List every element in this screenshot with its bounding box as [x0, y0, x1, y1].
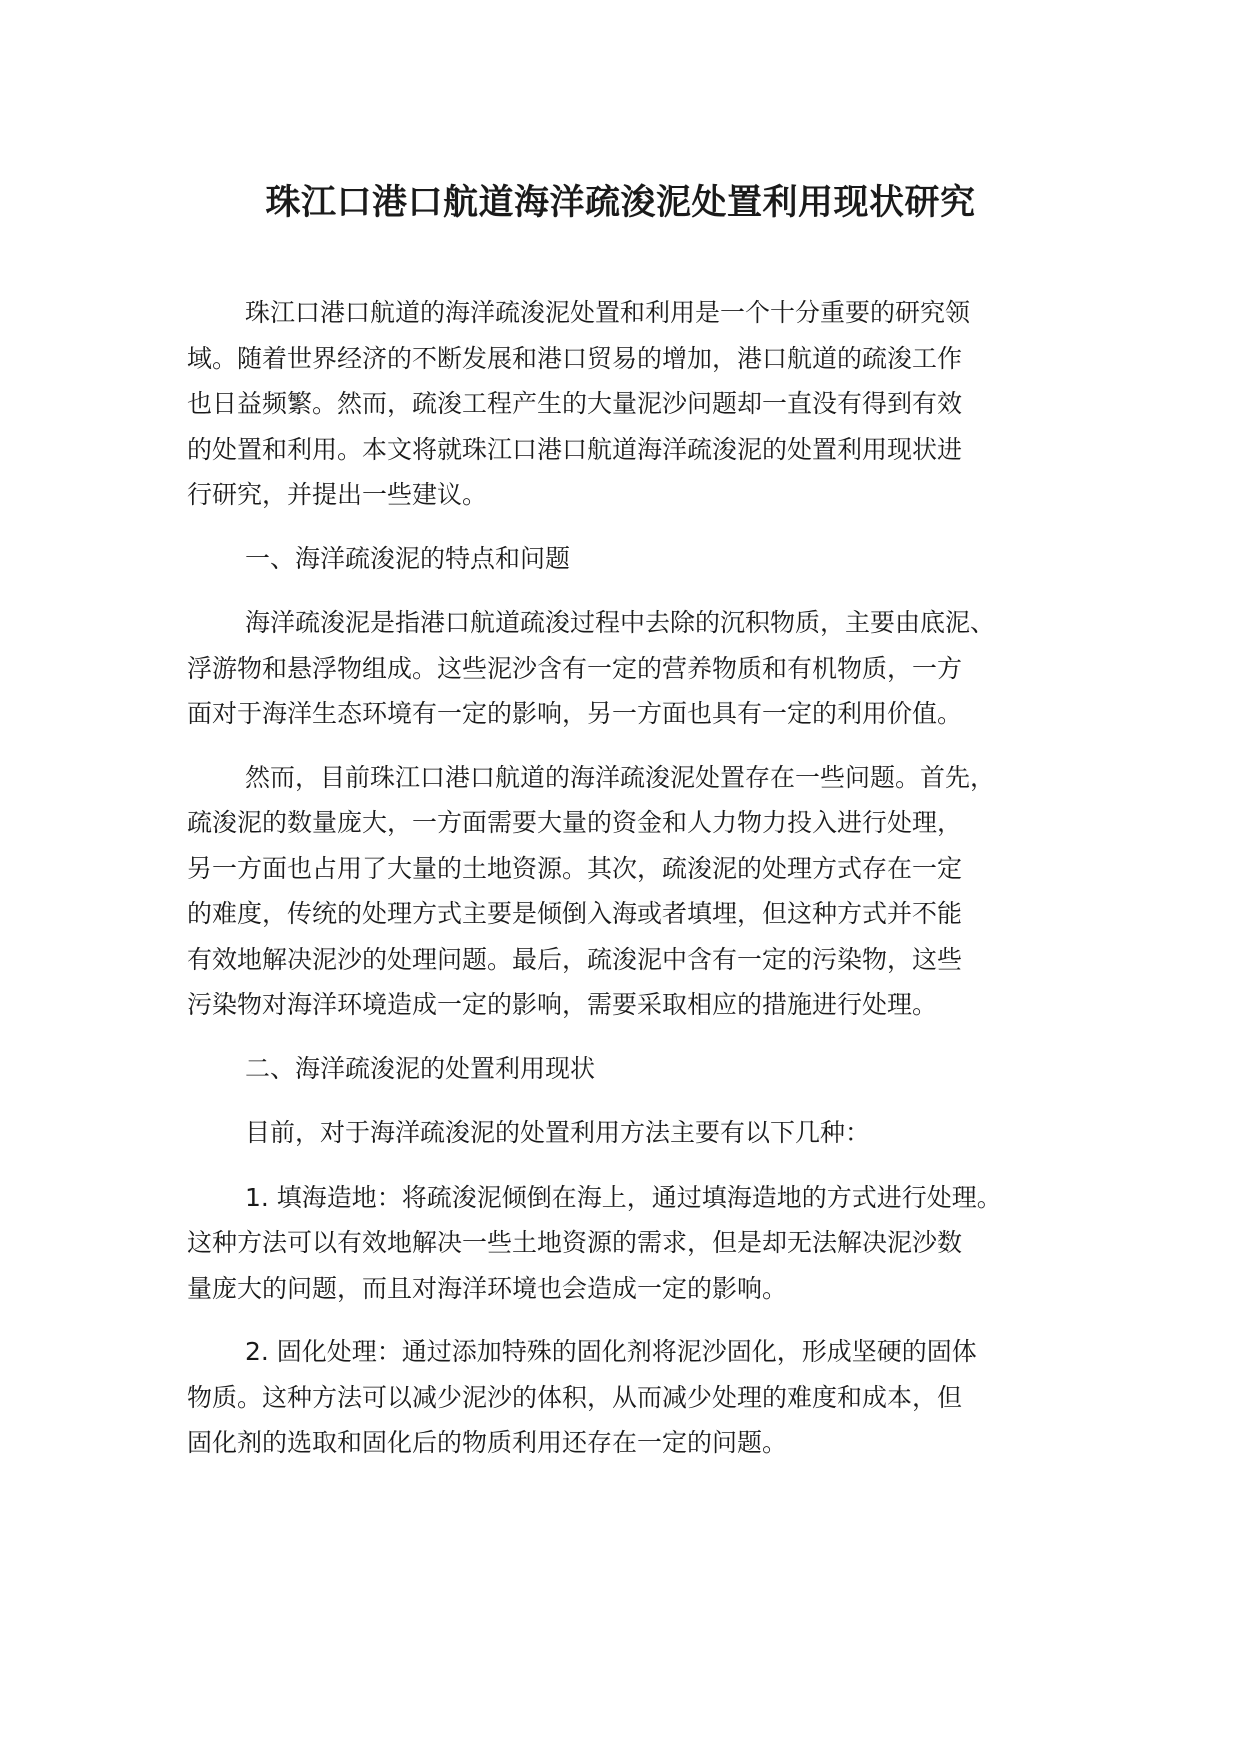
- text-line: 固化剂的选取和固化后的物质利用还存在一定的问题。: [187, 1428, 788, 1457]
- text-line: 疏浚泥的数量庞大，一方面需要大量的资金和人力物力投入进行处理，: [187, 808, 963, 837]
- section-1-paragraph-1: [187, 600, 1067, 737]
- text-line: 这种方法可以有效地解决一些土地资源的需求，但是却无法解决泥沙数: [187, 1228, 963, 1257]
- intro-paragraph: [187, 290, 1067, 518]
- section-1-heading: 一、海洋疏浚泥的特点和问题: [245, 543, 571, 573]
- text-line: 2. 固化处理：通过添加特殊的固化剂将泥沙固化，形成坚硬的固体: [245, 1337, 977, 1366]
- text-line: 的难度，传统的处理方式主要是倾倒入海或者填埋，但这种方式并不能: [187, 899, 963, 928]
- text-line: 然而，目前珠江口港口航道的海洋疏浚泥处置存在一些问题。首先，: [245, 762, 996, 792]
- text-line: 另一方面也占用了大量的土地资源。其次，疏浚泥的处理方式存在一定: [187, 853, 963, 883]
- document-title: 珠江口港口航道海洋疏浚泥处置利用现状研究: [265, 183, 976, 223]
- text-line: 污染物对海洋环境造成一定的影响，需要采取相应的措施进行处理。: [187, 990, 938, 1019]
- text-line: 浮游物和悬浮物组成。这些泥沙含有一定的营养物质和有机物质，一方: [187, 653, 963, 683]
- method-item-2: [187, 1329, 1067, 1466]
- section-2-heading: 二、海洋疏浚泥的处置利用现状: [245, 1053, 596, 1083]
- text-line: 珠江口港口航道的海洋疏浚泥处置和利用是一个十分重要的研究领: [245, 298, 971, 327]
- text-line: 面对于海洋生态环境有一定的影响，另一方面也具有一定的利用价值。: [187, 699, 963, 728]
- text-line: 海洋疏浚泥是指港口航道疏浚过程中去除的沉积物质，主要由底泥、: [245, 608, 996, 637]
- text-line: 域。随着世界经济的不断发展和港口贸易的增加，港口航道的疏浚工作: [187, 343, 963, 373]
- text-line: 量庞大的问题，而且对海洋环境也会造成一定的影响。: [187, 1273, 788, 1303]
- text-line: 物质。这种方法可以减少泥沙的体积，从而减少处理的难度和成本，但: [187, 1382, 963, 1412]
- section-2-intro: 目前，对于海洋疏浚泥的处置利用方法主要有以下几种：: [245, 1118, 871, 1147]
- text-line: 1. 填海造地：将疏浚泥倾倒在海上，通过填海造地的方式进行处理。: [245, 1182, 1002, 1212]
- document-body: [187, 290, 1067, 1484]
- method-item-1: [187, 1175, 1067, 1312]
- text-line: 的处置和利用。本文将就珠江口港口航道海洋疏浚泥的处置利用现状进: [187, 434, 963, 464]
- text-line: 有效地解决泥沙的处理问题。最后，疏浚泥中含有一定的污染物，这些: [187, 944, 963, 974]
- text-line: 也日益频繁。然而，疏浚工程产生的大量泥沙问题却一直没有得到有效: [187, 389, 963, 418]
- section-1-paragraph-2: [187, 755, 1067, 1028]
- text-line: 行研究，并提出一些建议。: [187, 480, 488, 509]
